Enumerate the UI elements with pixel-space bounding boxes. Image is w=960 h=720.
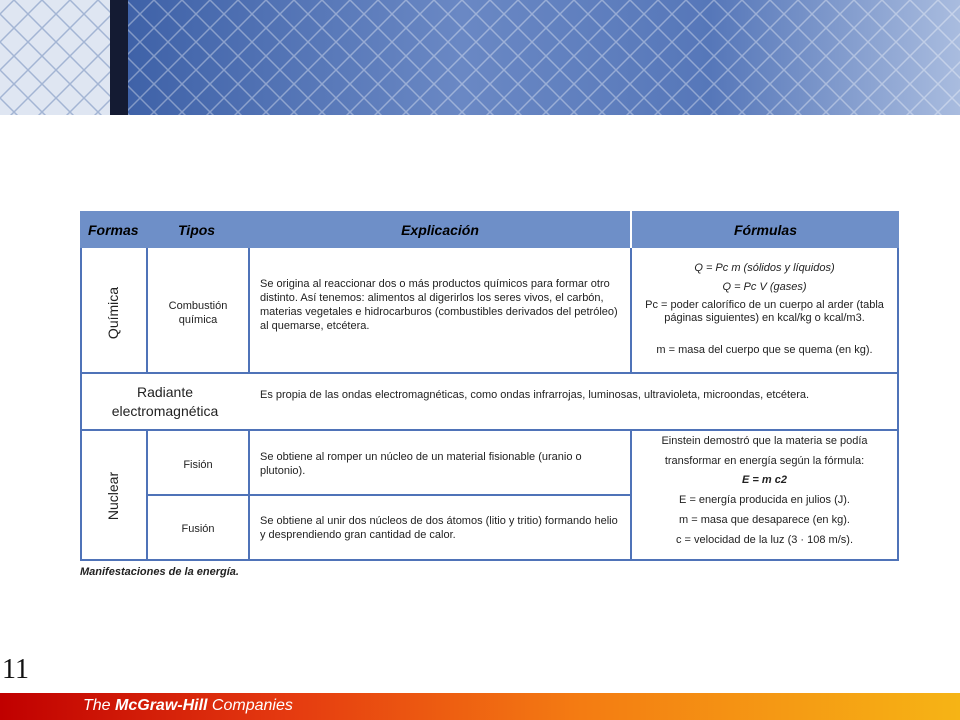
formula-line: Q = Pc m (sólidos y líquidos) xyxy=(694,262,835,274)
logo-the: The xyxy=(83,697,116,714)
publisher-logo xyxy=(83,697,293,715)
grid-line xyxy=(80,559,899,561)
formula-line: E = m c2 xyxy=(742,474,787,486)
tipo-fusion: Fusión xyxy=(181,523,215,535)
formula-line: transformar en energía según la fórmula: xyxy=(664,455,865,467)
header-tipos: Tipos xyxy=(148,211,278,248)
header-formas: Formas xyxy=(80,211,154,248)
explicacion-quimica: Se origina al reaccionar dos o más productos químicos para formar otro distinto. Así tenemos: alimentos al digerirlos los seres vivos, el carbón, materias vegetales e hidrocarburos (combustibles derivados del petróleo) al quemarse, etcétera. xyxy=(260,278,618,332)
forma-quimica: Química xyxy=(105,286,121,340)
header-explicacion: Explicación xyxy=(250,211,630,248)
top-banner xyxy=(0,0,960,115)
grid-line xyxy=(897,248,899,561)
grid-line xyxy=(248,431,250,561)
grid-line xyxy=(80,429,899,431)
formula-line: Pc = poder calorífico de un cuerpo al arder (tabla páginas siguientes) en kcal/kg o kcal/m3. xyxy=(645,299,884,324)
page-number: 11 xyxy=(2,654,29,685)
energy-forms-table xyxy=(80,211,899,561)
grid-line xyxy=(248,248,250,372)
footer-bar xyxy=(0,693,960,720)
grid-line xyxy=(80,372,899,374)
grid-line xyxy=(146,248,148,372)
grid-line xyxy=(146,494,632,496)
forma-nuclear: Nuclear xyxy=(105,471,121,521)
table-caption: Manifestaciones de la energía. xyxy=(80,566,239,578)
formula-line: c = velocidad de la luz (3 · 108 m/s). xyxy=(676,534,853,546)
formulas-quimica xyxy=(632,259,897,371)
grid-line xyxy=(80,248,82,561)
grid-line xyxy=(146,431,148,561)
tipo-fision: Fisión xyxy=(183,459,213,471)
forma-radiante: Radiante electromagnética xyxy=(111,384,219,419)
tipo-combustion: Combustión química xyxy=(168,300,228,326)
explicacion-radiante: Es propia de las ondas electromagnéticas, como ondas infrarrojas, luminosas, ultravioleta, microondas, etcétera. xyxy=(260,389,810,401)
logo-companies: Companies xyxy=(207,697,293,714)
logo-brand: McGraw-Hill xyxy=(115,697,208,714)
formula-line: m = masa que desaparece (en kg). xyxy=(679,514,850,526)
formula-line: Einstein demostró que la materia se podía xyxy=(661,435,868,447)
formula-line: Q = Pc V (gases) xyxy=(722,281,807,293)
explicacion-fision: Se obtiene al romper un núcleo de un material fisionable (uranio o plutonio). xyxy=(260,451,582,477)
header-formulas: Fórmulas xyxy=(632,211,899,248)
explicacion-fusion: Se obtiene al unir dos núcleos de dos átomos (litio y tritio) formando helio y desprendiendo gran cantidad de calor. xyxy=(260,515,618,541)
formula-line: E = energía producida en julios (J). xyxy=(679,494,850,506)
formulas-nuclear xyxy=(632,433,897,557)
banner-diamond-pattern xyxy=(0,0,960,115)
formula-line: m = masa del cuerpo que se quema (en kg). xyxy=(656,344,873,356)
